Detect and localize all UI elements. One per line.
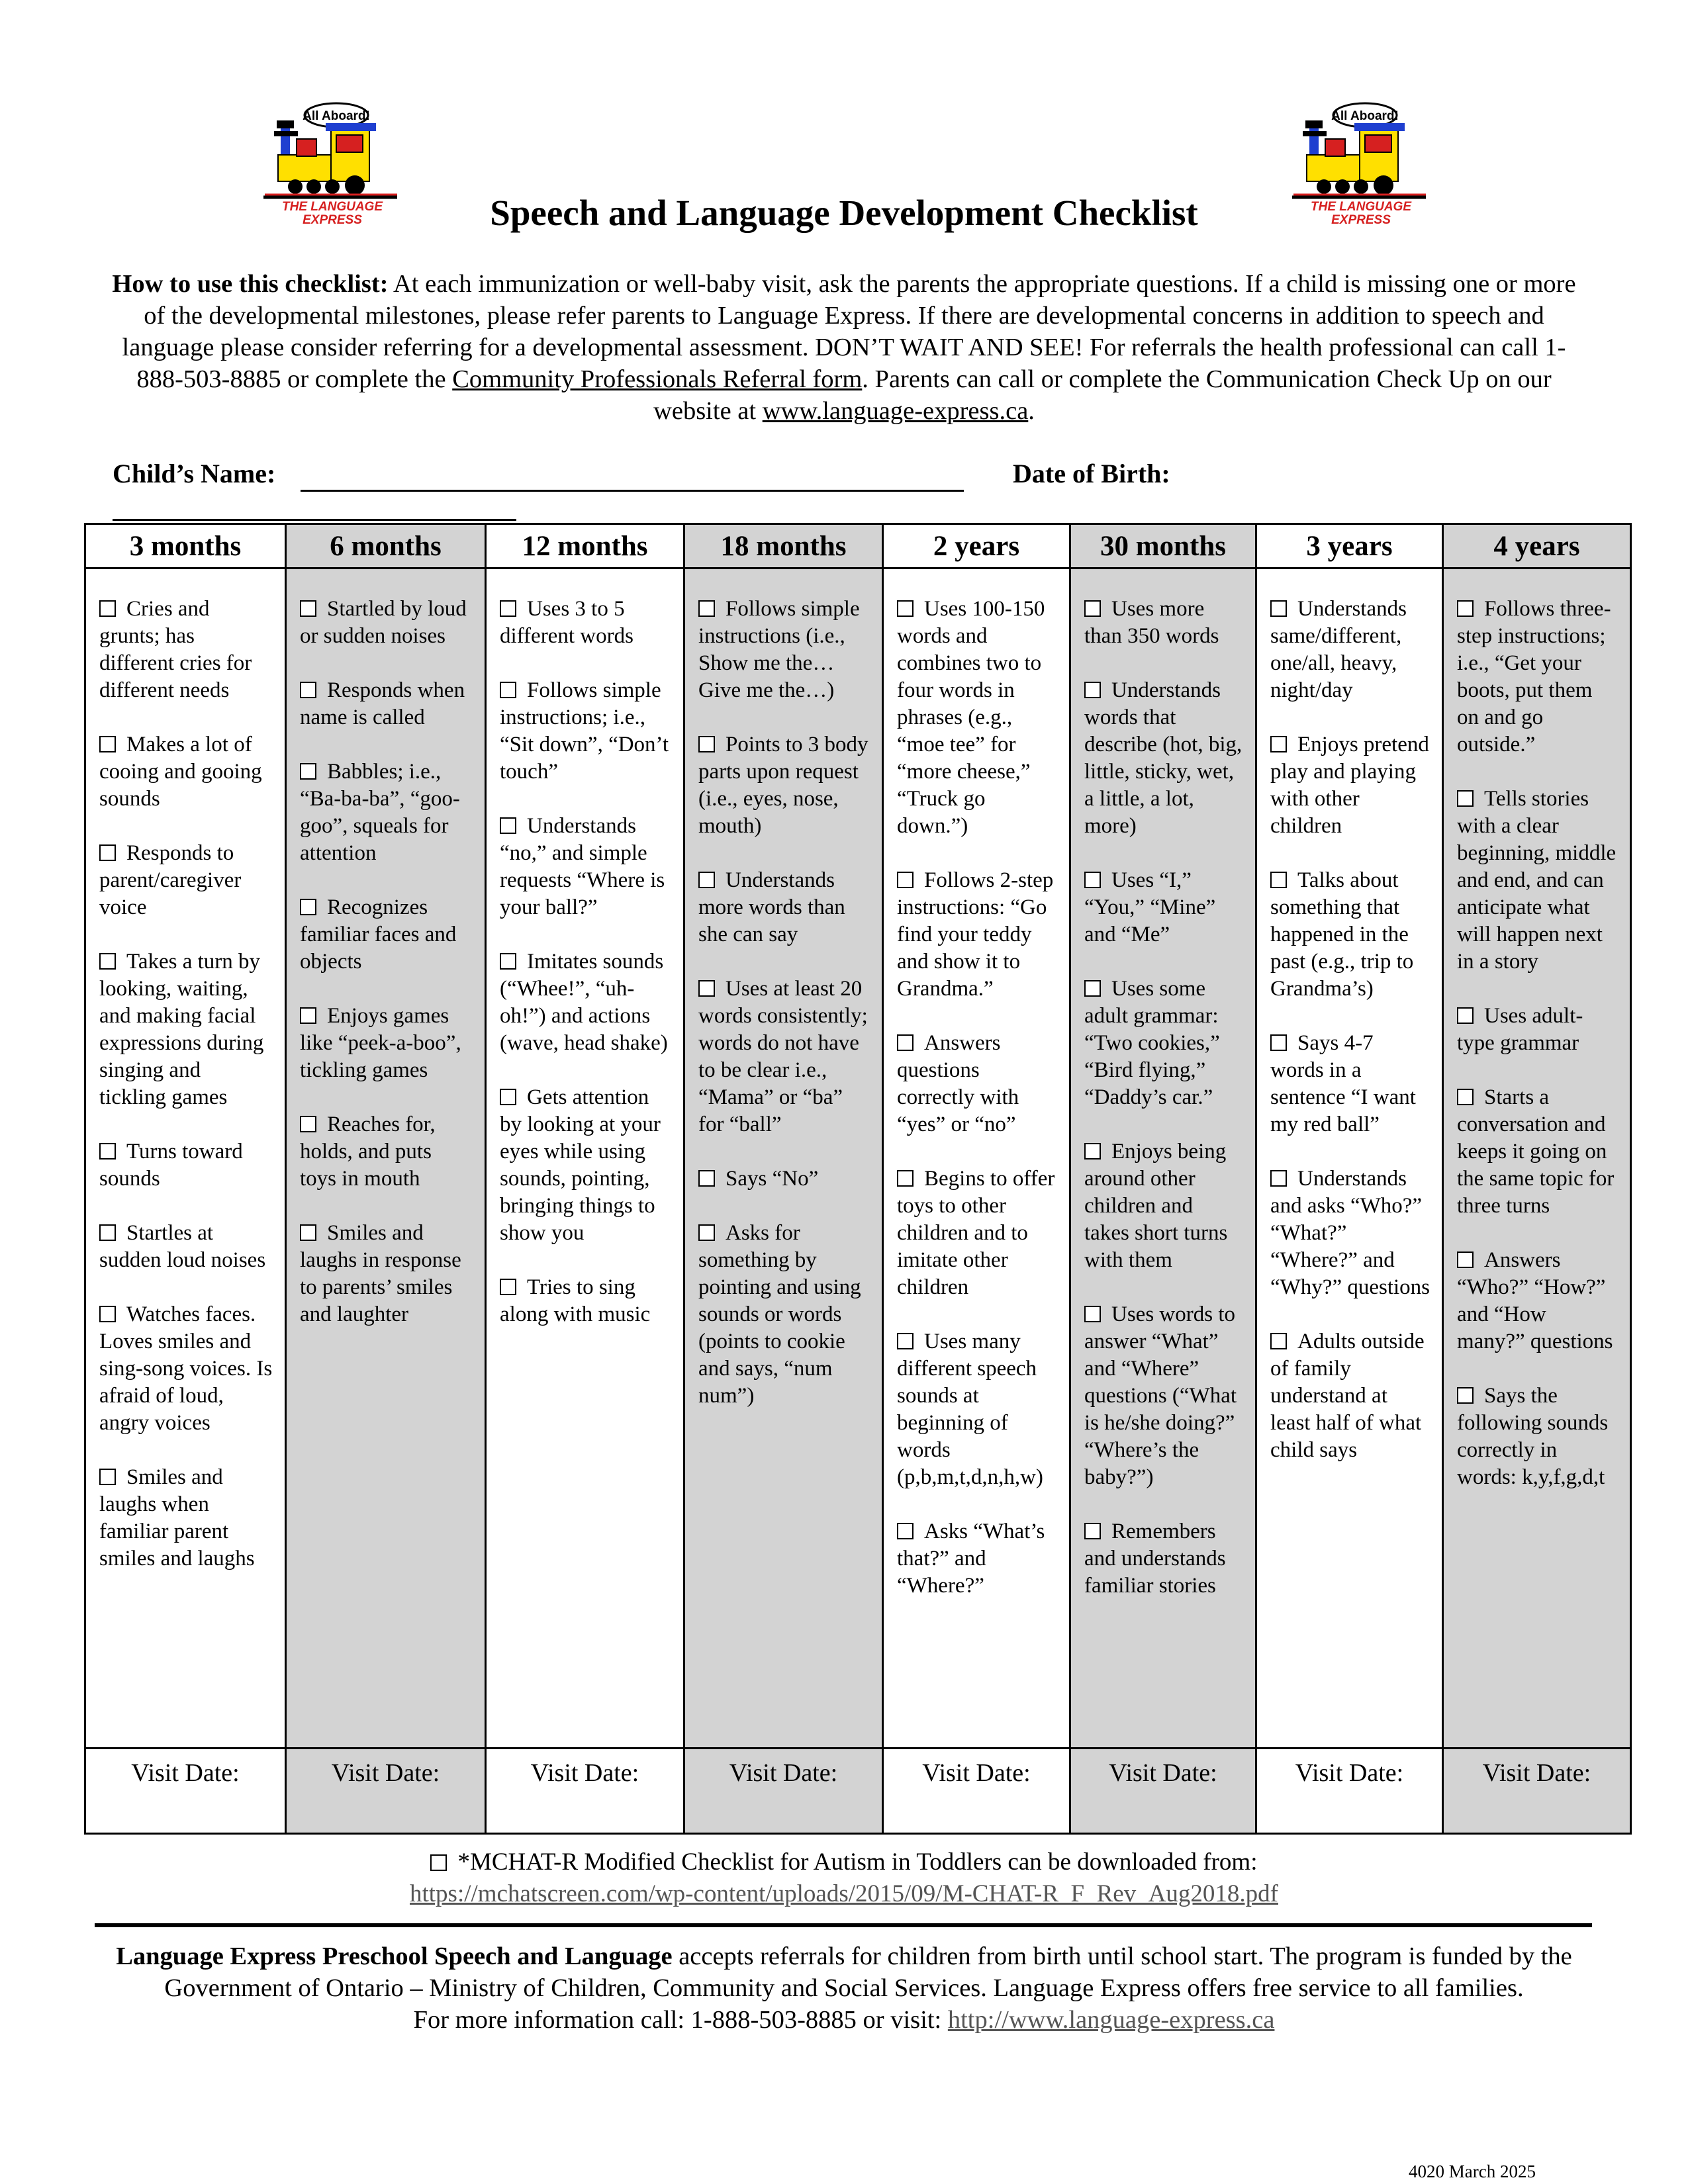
- milestone-checkbox[interactable]: [99, 1306, 116, 1322]
- milestone-checkbox[interactable]: [99, 1224, 116, 1241]
- milestone-checkbox[interactable]: [99, 953, 116, 970]
- milestone-text: Follows 2-step instructions: “Go find your teddy and show it to Grandma.”: [897, 868, 1054, 1001]
- milestone-checkbox[interactable]: [300, 1007, 316, 1024]
- milestone-item: [300, 1220, 473, 1328]
- milestone-item: [500, 1274, 671, 1328]
- milestone-text: Startles at sudden loud noises: [99, 1221, 266, 1272]
- milestone-text: Understands “no,” and simple requests “Where is your ball?”: [500, 814, 665, 919]
- milestone-checkbox[interactable]: [1084, 600, 1101, 617]
- milestone-checkbox[interactable]: [99, 1143, 116, 1160]
- milestone-text: Uses more than 350 words: [1084, 597, 1219, 648]
- milestone-checkbox[interactable]: [1457, 1387, 1474, 1404]
- column-header: 18 months: [684, 524, 883, 569]
- milestone-text: Uses adult-type grammar: [1457, 1004, 1583, 1055]
- milestone-item: [99, 731, 273, 813]
- milestone-text: Uses 3 to 5 different words: [500, 597, 633, 648]
- milestone-checkbox[interactable]: [698, 1170, 715, 1187]
- milestone-column: [684, 569, 883, 1749]
- milestone-item: [897, 1165, 1057, 1301]
- milestone-column: [1256, 569, 1443, 1749]
- mchat-checkbox[interactable]: [430, 1854, 447, 1871]
- milestone-checkbox[interactable]: [1270, 872, 1287, 888]
- milestone-text: Enjoys being around other children and takes short turns with them: [1084, 1140, 1228, 1272]
- document-code: 4020 March 2025: [1409, 2161, 1536, 2181]
- mchat-note: [0, 1846, 1688, 1910]
- milestone-text: Startled by loud or sudden noises: [300, 597, 467, 648]
- milestone-item: [1084, 867, 1243, 948]
- milestone-checkbox[interactable]: [1457, 600, 1474, 617]
- visit-date-field[interactable]: Visit Date:: [486, 1749, 684, 1834]
- milestone-text: Begins to offer toys to other children and to imitate other children: [897, 1167, 1055, 1299]
- milestone-item: [500, 677, 671, 786]
- milestone-item: [300, 894, 473, 976]
- instructions-text-1: At each immunization or well-baby visit, ask the parents the appropriate questions. If a child is missing one or more of the developmental milestones, please refer parents to Language Express. If there are developmental concerns in addition to speech and language please consider referring for a developmental assessment. DON’T WAIT AND SEE! For referrals the health professional can call 1-888-503-8885 or complete the: [122, 270, 1576, 393]
- milestone-text: Says the following sounds correctly in words: k,y,f,g,d,t: [1457, 1384, 1609, 1489]
- website-link[interactable]: www.language-express.ca: [762, 397, 1029, 425]
- referral-form-link[interactable]: Community Professionals Referral form: [452, 365, 863, 393]
- milestone-text: Uses many different speech sounds at beginning of words (p,b,m,t,d,n,h,w): [897, 1330, 1043, 1489]
- milestone-column: [1070, 569, 1256, 1749]
- milestone-checkbox[interactable]: [500, 682, 516, 698]
- milestone-item: [698, 1165, 870, 1193]
- milestone-item: [698, 596, 870, 704]
- child-name-field[interactable]: [301, 490, 964, 492]
- milestone-checkbox[interactable]: [99, 844, 116, 861]
- milestone-checkbox[interactable]: [1084, 872, 1101, 888]
- milestone-item: [897, 596, 1057, 840]
- milestone-item: [1457, 596, 1618, 758]
- milestone-checkbox[interactable]: [897, 1170, 914, 1187]
- milestone-text: Recognizes familiar faces and objects: [300, 895, 457, 974]
- milestone-text: Says “No”: [726, 1167, 819, 1191]
- milestone-text: Uses at least 20 words consistently; words do not have to be clear i.e., “Mama” or “ba” for “ball”: [698, 977, 868, 1136]
- milestone-text: Understands words that describe (hot, big, little, sticky, wet, a little, a lot, more): [1084, 678, 1243, 838]
- milestone-item: [1084, 1301, 1243, 1491]
- milestone-checkbox[interactable]: [500, 817, 516, 834]
- milestone-column: [286, 569, 486, 1749]
- milestone-item: [99, 596, 273, 704]
- milestone-checkbox[interactable]: [500, 953, 516, 970]
- milestone-text: Cries and grunts; has different cries for different needs: [99, 597, 252, 702]
- date-of-birth-label: Date of Birth:: [1013, 459, 1170, 488]
- milestone-checkbox[interactable]: [300, 1224, 316, 1241]
- milestone-text: Babbles; i.e., “Ba-ba-ba”, “goo-goo”, squeals for attention: [300, 760, 460, 865]
- milestone-checkbox[interactable]: [1270, 1333, 1287, 1349]
- milestone-column: [1443, 569, 1631, 1749]
- milestone-item: [99, 1301, 273, 1437]
- logo-line1: THE LANGUAGE: [1311, 200, 1411, 214]
- milestone-checkbox[interactable]: [1084, 682, 1101, 698]
- footer-lead: Language Express Preschool Speech and Language: [116, 1942, 673, 1970]
- milestone-item: [500, 948, 671, 1057]
- milestone-text: Follows simple instructions; i.e., “Sit down”, “Don’t touch”: [500, 678, 669, 784]
- milestone-text: Tries to sing along with music: [500, 1275, 651, 1326]
- milestone-item: [99, 1138, 273, 1193]
- milestone-checkbox[interactable]: [1457, 1251, 1474, 1268]
- milestone-item: [1457, 1383, 1618, 1491]
- logo-badge: All Aboard!: [303, 109, 370, 123]
- page-title: Speech and Language Development Checklist: [490, 193, 1198, 233]
- milestone-item: [698, 867, 870, 948]
- milestone-text: Follows three-step instructions; i.e., “Get your boots, put them on and go outside.”: [1457, 597, 1611, 756]
- milestone-checkbox[interactable]: [1457, 790, 1474, 807]
- milestone-checkbox[interactable]: [1084, 1523, 1101, 1539]
- milestone-checkbox[interactable]: [698, 600, 715, 617]
- child-name-field-continued[interactable]: [113, 519, 516, 521]
- footer-info: For more information call: 1-888-503-8885 or visit:: [413, 2006, 948, 2034]
- milestone-text: Turns toward sounds: [99, 1140, 243, 1191]
- milestone-checkbox[interactable]: [500, 1279, 516, 1295]
- milestone-item: [1270, 1328, 1430, 1464]
- milestone-checkbox[interactable]: [300, 899, 316, 915]
- milestone-checkbox[interactable]: [500, 1089, 516, 1105]
- milestone-text: Uses some adult grammar: “Two cookies,” “Bird flying,” “Daddy’s car.”: [1084, 977, 1220, 1109]
- milestone-item: [897, 1518, 1057, 1600]
- visit-date-field[interactable]: Visit Date:: [684, 1749, 883, 1834]
- mchat-text: *MCHAT-R Modified Checklist for Autism in Toddlers can be downloaded from:: [457, 1848, 1258, 1876]
- milestone-item: [1084, 1518, 1243, 1600]
- child-name-label: Child’s Name:: [113, 459, 276, 488]
- milestone-text: Makes a lot of cooing and gooing sounds: [99, 733, 262, 811]
- milestone-text: Remembers and understands familiar stories: [1084, 1520, 1226, 1598]
- milestone-text: Answers questions correctly with “yes” or “no”: [897, 1031, 1019, 1136]
- milestone-checkbox[interactable]: [897, 1333, 914, 1349]
- milestone-item: [1084, 677, 1243, 840]
- milestone-text: Responds to parent/caregiver voice: [99, 841, 242, 919]
- visit-date-field[interactable]: Visit Date:: [1443, 1749, 1631, 1834]
- milestone-text: Understands and asks “Who?” “What?” “Where?” and “Why?” questions: [1270, 1167, 1430, 1299]
- milestone-item: [1270, 1165, 1430, 1301]
- milestone-text: Smiles and laughs in response to parents’ smiles and laughter: [300, 1221, 461, 1326]
- milestone-item: [500, 596, 671, 650]
- milestone-item: [698, 976, 870, 1138]
- milestone-checkbox[interactable]: [698, 1224, 715, 1241]
- milestone-column: [486, 569, 684, 1749]
- milestone-item: [1457, 1247, 1618, 1355]
- milestone-item: [300, 758, 473, 867]
- milestone-item: [500, 1084, 671, 1247]
- visit-date-field[interactable]: Visit Date:: [85, 1749, 286, 1834]
- milestone-text: Understands more words than she can say: [698, 868, 845, 946]
- visit-date-field[interactable]: Visit Date:: [1256, 1749, 1443, 1834]
- milestone-checkbox[interactable]: [698, 736, 715, 752]
- milestone-text: Takes a turn by looking, waiting, and making facial expressions during singing and tickling games: [99, 950, 264, 1109]
- milestone-checkbox[interactable]: [300, 682, 316, 698]
- milestone-checkbox[interactable]: [1270, 736, 1287, 752]
- milestone-checklist-table: [84, 523, 1632, 1835]
- milestone-checkbox[interactable]: [897, 600, 914, 617]
- instructions-lead: How to use this checklist:: [112, 270, 389, 298]
- milestone-item: [1270, 731, 1430, 840]
- milestone-checkbox[interactable]: [1270, 600, 1287, 617]
- milestone-item: [300, 1003, 473, 1084]
- milestone-text: Talks about something that happened in the past (e.g., trip to Grandma’s): [1270, 868, 1414, 1001]
- milestone-checkbox[interactable]: [698, 980, 715, 997]
- instructions-text-2: . Parents can call or complete the Communication Check Up on our website at: [653, 365, 1552, 425]
- milestone-checkbox[interactable]: [1084, 1143, 1101, 1160]
- milestone-checkbox[interactable]: [300, 600, 316, 617]
- milestone-column: [85, 569, 286, 1749]
- milestone-text: Responds when name is called: [300, 678, 465, 729]
- milestone-text: Watches faces. Loves smiles and sing-song voices. Is afraid of loud, angry voices: [99, 1302, 273, 1435]
- milestone-text: Starts a conversation and keeps it going on the same topic for three turns: [1457, 1085, 1615, 1218]
- milestone-checkbox[interactable]: [1084, 980, 1101, 997]
- milestone-item: [1270, 596, 1430, 704]
- logo-badge: All Aboard!: [1331, 109, 1399, 123]
- milestone-item: [897, 1328, 1057, 1491]
- footer-divider: [95, 1923, 1592, 1927]
- milestone-item: [99, 948, 273, 1111]
- milestone-item: [99, 1220, 273, 1274]
- milestone-text: Understands same/different, one/all, heavy, night/day: [1270, 597, 1407, 702]
- milestone-checkbox[interactable]: [698, 872, 715, 888]
- milestone-item: [897, 1030, 1057, 1138]
- milestone-text: Enjoys games like “peek-a-boo”, tickling games: [300, 1004, 461, 1082]
- milestone-text: Points to 3 body parts upon request (i.e., eyes, nose, mouth): [698, 733, 868, 838]
- milestone-column: [883, 569, 1070, 1749]
- milestone-checkbox[interactable]: [1270, 1034, 1287, 1051]
- milestone-text: Asks “What’s that?” and “Where?”: [897, 1520, 1045, 1598]
- milestone-item: [1457, 1003, 1618, 1057]
- milestone-checkbox[interactable]: [99, 1469, 116, 1485]
- milestone-text: Gets attention by looking at your eyes while using sounds, pointing, bringing things to show you: [500, 1085, 661, 1245]
- milestone-text: Tells stories with a clear beginning, middle and end, and can anticipate what will happen next in a story: [1457, 787, 1617, 974]
- milestone-item: [500, 813, 671, 921]
- column-header: 3 years: [1256, 524, 1443, 569]
- milestone-checkbox[interactable]: [300, 763, 316, 780]
- footer-website-link[interactable]: http://www.language-express.ca: [947, 2006, 1275, 2034]
- milestone-item: [300, 1111, 473, 1193]
- milestone-checkbox[interactable]: [1457, 1089, 1474, 1105]
- column-header: 6 months: [286, 524, 486, 569]
- logo-line2: EXPRESS: [303, 213, 362, 227]
- milestone-item: [1270, 1030, 1430, 1138]
- milestone-item: [1457, 786, 1618, 976]
- milestone-item: [698, 731, 870, 840]
- column-header: 12 months: [486, 524, 684, 569]
- visit-date-field[interactable]: Visit Date:: [1070, 1749, 1256, 1834]
- milestone-item: [1084, 976, 1243, 1111]
- milestone-item: [1270, 867, 1430, 1003]
- milestone-text: Answers “Who?” “How?” and “How many?” questions: [1457, 1248, 1613, 1353]
- milestone-text: Smiles and laughs when familiar parent smiles and laughs: [99, 1465, 255, 1570]
- milestone-item: [1457, 1084, 1618, 1220]
- milestone-text: Follows simple instructions (i.e., Show me the… Give me the…): [698, 597, 860, 702]
- column-header: 3 months: [85, 524, 286, 569]
- milestone-text: Asks for something by pointing and using sounds or words (points to cookie and says, “num num”): [698, 1221, 861, 1408]
- column-header: 2 years: [883, 524, 1070, 569]
- instructions-paragraph: [106, 268, 1582, 427]
- milestone-item: [99, 840, 273, 921]
- milestone-checkbox[interactable]: [897, 1034, 914, 1051]
- milestone-checkbox[interactable]: [1270, 1170, 1287, 1187]
- visit-date-field[interactable]: Visit Date:: [286, 1749, 486, 1834]
- logo-line2: EXPRESS: [1331, 213, 1391, 227]
- milestone-text: Uses “I,” “You,” “Mine” and “Me”: [1084, 868, 1216, 946]
- milestone-item: [1084, 1138, 1243, 1274]
- milestone-text: Uses words to answer “What” and “Where” questions (“What is he/she doing?” “Where’s the baby?”): [1084, 1302, 1237, 1489]
- instructions-text-3: .: [1028, 397, 1035, 425]
- milestone-text: Enjoys pretend play and playing with other children: [1270, 733, 1429, 838]
- column-header: 30 months: [1070, 524, 1256, 569]
- milestone-checkbox[interactable]: [99, 736, 116, 752]
- milestone-text: Uses 100-150 words and combines two to four words in phrases (e.g., “moe tee” for “more cheese,” “Truck go down.”): [897, 597, 1045, 838]
- mchat-link[interactable]: https://mchatscreen.com/wp-content/uploads/2015/09/M-CHAT-R_F_Rev_Aug2018.pdf: [409, 1880, 1278, 1907]
- milestone-checkbox[interactable]: [99, 600, 116, 617]
- milestone-checkbox[interactable]: [500, 600, 516, 617]
- milestone-checkbox[interactable]: [897, 1523, 914, 1539]
- milestone-checkbox[interactable]: [1457, 1007, 1474, 1024]
- milestone-item: [1084, 596, 1243, 650]
- column-header: 4 years: [1443, 524, 1631, 569]
- milestone-text: Says 4-7 words in a sentence “I want my red ball”: [1270, 1031, 1416, 1136]
- milestone-checkbox[interactable]: [897, 872, 914, 888]
- milestone-text: Imitates sounds (“Whee!”, “uh-oh!”) and actions (wave, head shake): [500, 950, 668, 1055]
- milestone-checkbox[interactable]: [300, 1116, 316, 1132]
- milestone-item: [698, 1220, 870, 1410]
- footer-paragraph: [113, 1940, 1575, 2036]
- milestone-text: Adults outside of family understand at least half of what child says: [1270, 1330, 1425, 1462]
- milestone-item: [300, 677, 473, 731]
- milestone-item: [897, 867, 1057, 1003]
- milestone-item: [99, 1464, 273, 1572]
- milestone-item: [300, 596, 473, 650]
- footer-text: accepts referrals for children from birth until school start. The program is funded by the Government of Ontario – Ministry of Children, Community and Social Services. Language Express offers free service to all families.: [164, 1942, 1572, 2002]
- milestone-checkbox[interactable]: [1084, 1306, 1101, 1322]
- milestone-text: Reaches for, holds, and puts toys in mouth: [300, 1113, 436, 1191]
- visit-date-field[interactable]: Visit Date:: [883, 1749, 1070, 1834]
- logo-line1: THE LANGUAGE: [282, 200, 383, 214]
